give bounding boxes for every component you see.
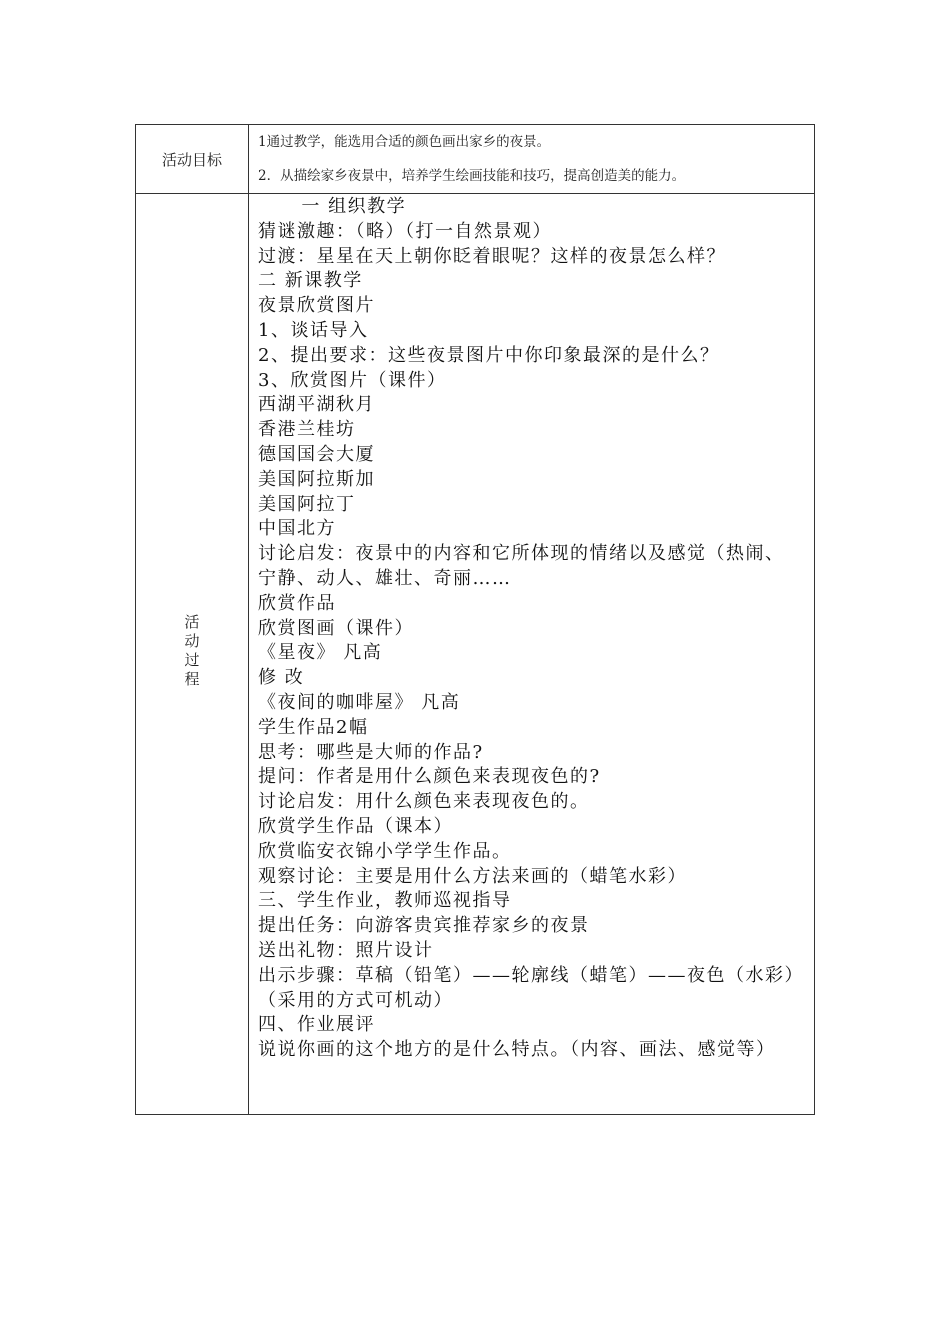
- process-line: 欣赏临安衣锦小学学生作品。: [258, 840, 512, 862]
- process-line: 提出任务：向游客贵宾推荐家乡的夜景: [258, 915, 590, 937]
- process-label: 活动过程: [182, 614, 201, 690]
- goals-row: [136, 125, 815, 194]
- process-line: （采用的方式可机动）: [258, 989, 453, 1011]
- process-line: 修 改: [258, 667, 305, 689]
- process-line: 讨论启发：夜景中的内容和它所体现的情绪以及感觉（热闹、 宁静、动人、雄壮、奇丽……: [258, 543, 792, 589]
- process-line: 过渡：星星在天上朝你眨着眼呢？这样的夜景怎么样？: [258, 245, 726, 267]
- goal-item: 1通过教学，能选用合适的颜色画出家乡的夜景。: [258, 134, 551, 150]
- process-line: 2、提出要求：这些夜景图片中你印象最深的是什么？: [258, 344, 720, 366]
- process-line: 《夜间的咖啡屋》 凡高: [258, 691, 461, 713]
- process-line: 夜景欣赏图片: [258, 295, 375, 317]
- process-line: 说说你画的这个地方的是什么特点。（内容、画法、感觉等）: [258, 1039, 776, 1061]
- process-line: 提问：作者是用什么颜色来表现夜色的?: [258, 766, 601, 788]
- process-line: 四、作业展评: [258, 1014, 375, 1036]
- goals-content: [249, 125, 815, 194]
- goals-label: 活动目标: [136, 125, 249, 194]
- process-line: 猜谜激趣：（略）（打一自然景观）: [258, 220, 552, 242]
- process-line: 出示步骤：草稿（铅笔）——轮廓线（蜡笔）——夜色（水彩）: [258, 964, 804, 986]
- process-line: 送出礼物：照片设计: [258, 939, 434, 961]
- process-line: 美国阿拉丁: [258, 493, 356, 515]
- process-line: 欣赏学生作品（课本）: [258, 815, 453, 837]
- process-line: 德国国会大厦: [258, 443, 375, 465]
- goal-item: 2．从描绘家乡夜景中，培养学生绘画技能和技巧，提高创造美的能力。: [258, 168, 686, 184]
- process-line: 中国北方: [258, 518, 336, 540]
- process-line: 香港兰桂坊: [258, 419, 356, 441]
- lesson-plan-table: [135, 124, 815, 1115]
- process-line: 美国阿拉斯加: [258, 468, 375, 490]
- process-content: [249, 194, 815, 1115]
- process-line: 学生作品2幅: [258, 716, 369, 738]
- process-line: 一 组织教学: [258, 196, 407, 217]
- process-line: 《星夜》 凡高: [258, 642, 383, 664]
- process-line: 思考：哪些是大师的作品?: [258, 741, 484, 763]
- process-row: [136, 194, 815, 1115]
- process-line: 欣赏图画（课件）: [258, 617, 414, 639]
- process-line: 三、学生作业，教师巡视指导: [258, 890, 512, 912]
- process-line: 1、谈话导入: [258, 319, 369, 341]
- process-line: 西湖平湖秋月: [258, 394, 375, 416]
- process-label-cell: [136, 194, 249, 1115]
- process-line: 观察讨论：主要是用什么方法来画的（蜡笔水彩）: [258, 865, 687, 887]
- process-line: 欣赏作品: [258, 592, 336, 614]
- process-line: 3、欣赏图片（课件）: [258, 369, 447, 391]
- process-line: 二 新课教学: [258, 270, 363, 292]
- process-line: 讨论启发：用什么颜色来表现夜色的。: [258, 791, 590, 813]
